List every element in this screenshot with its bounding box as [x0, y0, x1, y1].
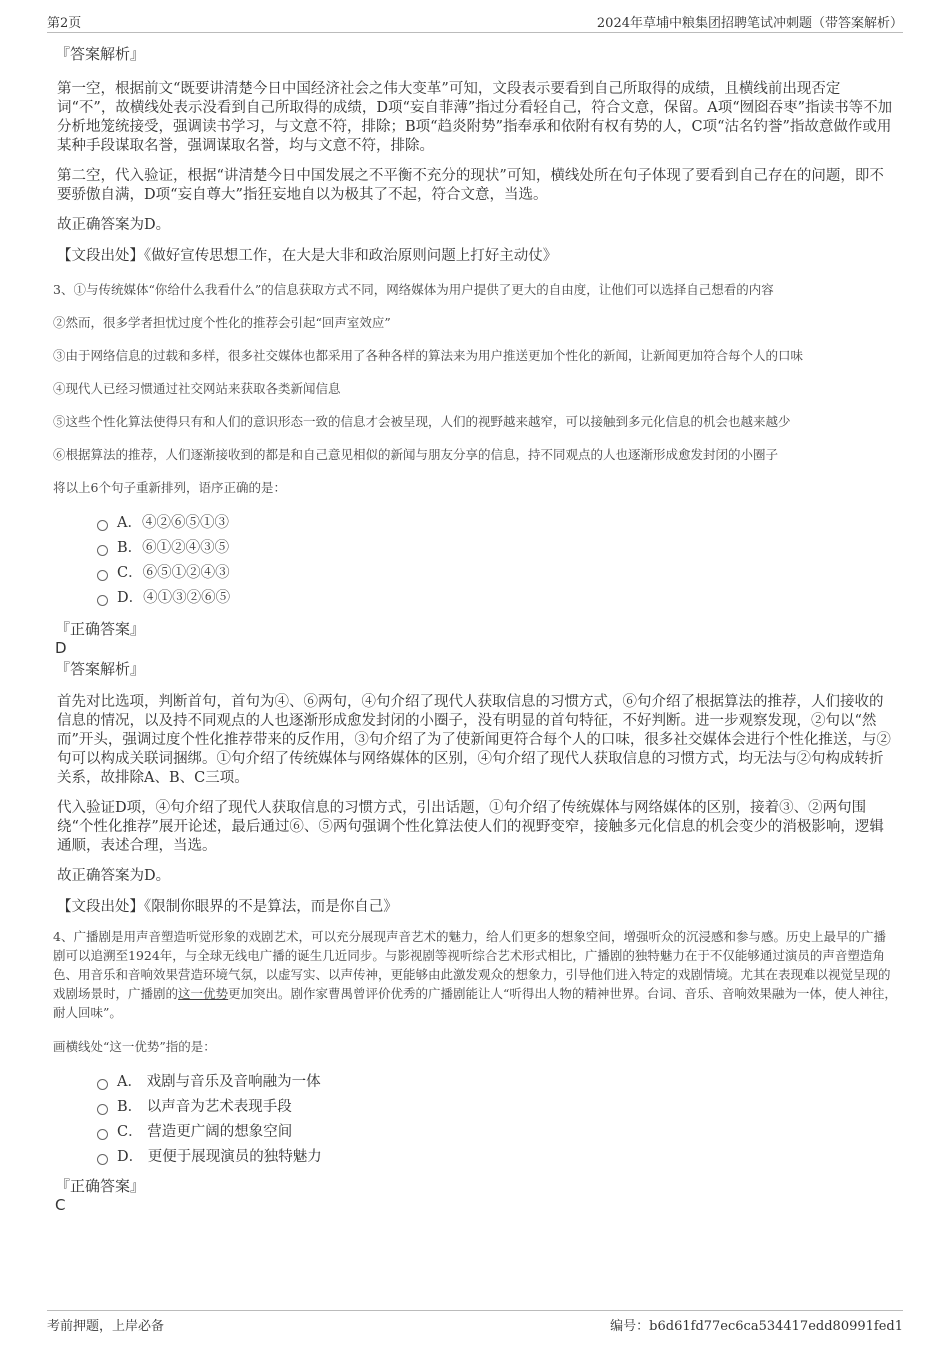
option-label: A．④②⑥⑤①③ — [117, 515, 229, 531]
radio-icon[interactable] — [97, 520, 108, 531]
q4-options — [57, 1070, 897, 1170]
option-label: D． 更便于展现演员的独特魅力 — [117, 1149, 322, 1165]
q3-answer: D — [55, 639, 67, 657]
q3-sentence-4: ④现代人已经习惯通过社交网站来获取各类新闻信息 — [53, 381, 341, 396]
option-label: D．④①③②⑥⑤ — [117, 590, 231, 606]
q3-source: 【文段出处】《限制你眼界的不是算法，而是你自己》 — [57, 899, 398, 915]
q4-option-c[interactable] — [57, 1120, 897, 1145]
q3-option-a[interactable] — [57, 511, 897, 536]
q2-analysis-para-1: 第一空，根据前文“既要讲清楚今日中国经济社会之伟大变革”可知，文段表示要看到自己所取得的成绩，且横线前出现否定词“不”，故横线处表示没看到自己所取得的成绩，D项“妄自菲薄”指过分看轻自己，符合文意，保留。A项“囫囵吞枣”指读书等不加分析地笼统接受，强调读书学习，与文意不符，排除；B项“趋炎附势”指奉承和依附有权有势的人，C项“沽名钓誉”指故意做作或用某种手段谋取名誉，强调谋取名誉，均与文意不符，排除。 — [57, 81, 893, 154]
q4-stem-after: 更加突出。剧作家曹禺曾评价优秀的广播剧能让人“听得出人物的精神世界。台词、音乐、音响效果融为一体，使人神往，耐人回味”。 — [53, 986, 897, 1020]
q2-conclusion: 故正确答案为D。 — [57, 217, 171, 233]
radio-icon[interactable] — [97, 570, 108, 581]
option-label: C． 营造更广阔的想象空间 — [117, 1124, 293, 1140]
q4-underlined-phrase: 这一优势 — [178, 986, 229, 1001]
q4-option-d[interactable] — [57, 1145, 897, 1170]
document-title: 2024年草埔中粮集团招聘笔试冲刺题（带答案解析） — [596, 16, 903, 31]
radio-icon[interactable] — [97, 1154, 108, 1165]
radio-icon[interactable] — [97, 1104, 108, 1115]
q3-analysis-para-1: 首先对比选项，判断首句，首句为④、⑥两句，④句介绍了现代人获取信息的习惯方式，⑥句介绍了根据算法的推荐，人们接收的信息的情况，以及持不同观点的人也逐渐形成愈发封闭的小圈子，没有明显的首句特征，不好判断。进一步观察发现，②句以“然而”开头，强调过度个性化推荐带来的反作用，③句介绍了为了使新闻更符合每个人的口味，很多社交媒体会进行个性化推送，与②句可以构成关联词捆绑。①句介绍了传统媒体与网络媒体的区别，④句介绍了现代人获取信息的习惯方式，均无法与②句构成转折关系，故排除A、B、C三项。 — [57, 694, 891, 786]
document-id: 编号：b6d61fd77ec6ca534417edd80991fed1 — [610, 1319, 903, 1334]
q3-sentence-1: 3、①与传统媒体“你给什么我看什么”的信息获取方式不同，网络媒体为用户提供了更大的自由度，让他们可以选择自己想看的内容 — [53, 282, 774, 297]
page-footer — [47, 1310, 903, 1333]
page-header — [47, 12, 903, 33]
option-label: C．⑥⑤①②④③ — [117, 565, 230, 581]
option-label: B． 以声音为艺术表现手段 — [117, 1099, 292, 1115]
q3-analysis-para-2: 代入验证D项，④句介绍了现代人获取信息的习惯方式，引出话题，①句介绍了传统媒体与网络媒体的区别，接着③、②两句围绕“个性化推荐”展开论述，最后通过⑥、⑤两句强调个性化算法使人们的视野变窄，接触多元化信息的机会变少的消极影响，逻辑通顺，表述合理，当选。 — [57, 800, 884, 854]
q3-conclusion: 故正确答案为D。 — [57, 868, 171, 884]
page-number: 第2页 — [47, 16, 82, 31]
q2-analysis-label: 『答案解析』 — [55, 45, 146, 63]
q3-answer-label: 『正确答案』 — [55, 620, 146, 638]
q4-answer-label: 『正确答案』 — [55, 1177, 146, 1195]
option-label: B．⑥①②④③⑤ — [117, 540, 230, 556]
q4-stem — [53, 927, 897, 1022]
q3-sentence-3: ③由于网络信息的过载和多样，很多社交媒体也都采用了各种各样的算法来为用户推送更加个性化的新闻，让新闻更加符合每个人的口味 — [53, 348, 804, 363]
radio-icon[interactable] — [97, 545, 108, 556]
radio-icon[interactable] — [97, 1129, 108, 1140]
q3-options — [57, 511, 897, 611]
q3-option-c[interactable] — [57, 561, 897, 586]
q2-analysis-para-2: 第二空，代入验证，根据“讲清楚今日中国发展之不平衡不充分的现状”可知，横线处所在句子体现了要看到自己存在的问题，即不要骄傲自满，D项“妄自尊大”指狂妄地自以为极其了不起，符合文意，当选。 — [57, 168, 884, 203]
radio-icon[interactable] — [97, 595, 108, 606]
q3-prompt: 将以上6个句子重新排列，语序正确的是： — [53, 480, 286, 495]
q2-source: 【文段出处】《做好宣传思想工作，在大是大非和政治原则问题上打好主动仗》 — [57, 248, 558, 264]
q3-analysis-label: 『答案解析』 — [55, 660, 146, 678]
q3-option-d[interactable] — [57, 586, 897, 611]
q3-sentence-2: ②然而，很多学者担忧过度个性化的推荐会引起“回声室效应” — [53, 315, 391, 330]
q4-option-b[interactable] — [57, 1095, 897, 1120]
q4-prompt: 画横线处“这一优势”指的是： — [53, 1039, 216, 1054]
q3-option-b[interactable] — [57, 536, 897, 561]
q4-stem-before: 4、广播剧是用声音塑造听觉形象的戏剧艺术，可以充分展现声音艺术的魅力，给人们更多的想象空间，增强听众的沉浸感和参与感。历史上最早的广播剧可以追溯至1924年，与全球无线电广播的诞生几近同步。与影视剧等视听综合艺术形式相比，广播剧的独特魅力在于不仅能够通过演员的声音塑造角色、用音乐和音响效果营造环境气氛，以虚写实、以声传神，更能够由此激发观众的想象力，引导他们进入特定的戏剧情境。尤其在表现难以视觉呈现的戏剧场景时，广播剧的 — [53, 929, 891, 1001]
page-content — [53, 44, 897, 1214]
option-label: A． 戏剧与音乐及音响融为一体 — [117, 1074, 321, 1090]
q3-sentence-6: ⑥根据算法的推荐，人们逐渐接收到的都是和自己意见相似的新闻与朋友分享的信息，持不同观点的人也逐渐形成愈发封闭的小圈子 — [53, 447, 779, 462]
q4-answer: C — [55, 1196, 66, 1214]
q3-sentence-5: ⑤这些个性化算法使得只有和人们的意识形态一致的信息才会被呈现，人们的视野越来越窄，可以接触到多元化信息的机会也越来越少 — [53, 414, 791, 429]
radio-icon[interactable] — [97, 1079, 108, 1090]
q4-option-a[interactable] — [57, 1070, 897, 1095]
footer-slogan: 考前押题，上岸必备 — [47, 1319, 165, 1334]
